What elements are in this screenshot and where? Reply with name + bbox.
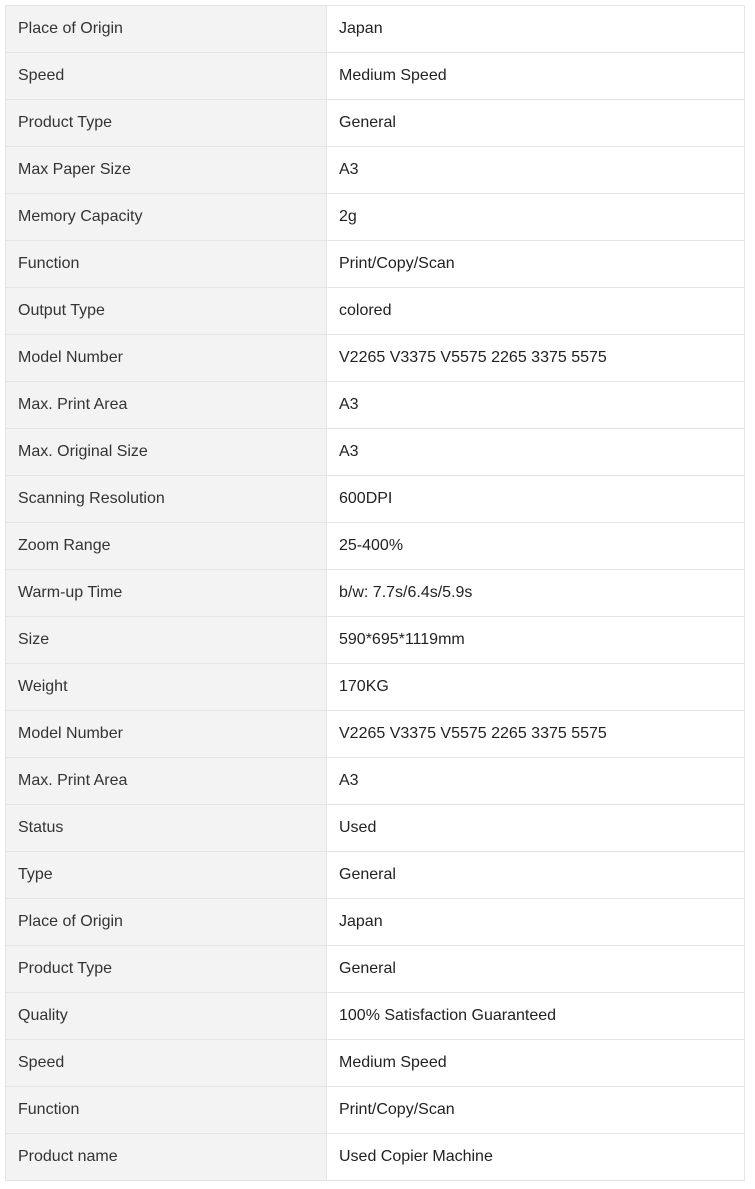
spec-value: b/w: 7.7s/6.4s/5.9s xyxy=(327,570,745,617)
spec-value: Used Copier Machine xyxy=(327,1134,745,1181)
spec-value: General xyxy=(327,946,745,993)
spec-label: Quality xyxy=(6,993,327,1040)
spec-value: 170KG xyxy=(327,664,745,711)
spec-label: Max. Print Area xyxy=(6,382,327,429)
table-row xyxy=(6,993,745,1040)
table-row xyxy=(6,1040,745,1087)
spec-value: General xyxy=(327,852,745,899)
spec-label: Max Paper Size xyxy=(6,147,327,194)
spec-label: Place of Origin xyxy=(6,899,327,946)
spec-label: Function xyxy=(6,241,327,288)
spec-value: Japan xyxy=(327,6,745,53)
spec-label: Type xyxy=(6,852,327,899)
spec-label: Zoom Range xyxy=(6,523,327,570)
table-row xyxy=(6,100,745,147)
table-row xyxy=(6,382,745,429)
spec-value: Medium Speed xyxy=(327,1040,745,1087)
spec-value: 25-400% xyxy=(327,523,745,570)
spec-label: Memory Capacity xyxy=(6,194,327,241)
spec-value: A3 xyxy=(327,382,745,429)
table-row xyxy=(6,523,745,570)
spec-label: Model Number xyxy=(6,335,327,382)
table-row xyxy=(6,53,745,100)
spec-label: Speed xyxy=(6,1040,327,1087)
spec-label: Scanning Resolution xyxy=(6,476,327,523)
spec-value: 100% Satisfaction Guaranteed xyxy=(327,993,745,1040)
table-row xyxy=(6,1134,745,1181)
table-row xyxy=(6,288,745,335)
spec-label: Output Type xyxy=(6,288,327,335)
spec-label: Weight xyxy=(6,664,327,711)
spec-table-body xyxy=(6,6,745,1181)
table-row xyxy=(6,617,745,664)
spec-value: Japan xyxy=(327,899,745,946)
spec-label: Size xyxy=(6,617,327,664)
spec-value: Medium Speed xyxy=(327,53,745,100)
table-row xyxy=(6,664,745,711)
spec-label: Product Type xyxy=(6,946,327,993)
spec-label: Max. Print Area xyxy=(6,758,327,805)
spec-label: Product Type xyxy=(6,100,327,147)
spec-value: A3 xyxy=(327,147,745,194)
spec-value: A3 xyxy=(327,758,745,805)
table-row xyxy=(6,570,745,617)
spec-label: Speed xyxy=(6,53,327,100)
spec-label: Max. Original Size xyxy=(6,429,327,476)
table-row xyxy=(6,335,745,382)
table-row xyxy=(6,758,745,805)
table-row xyxy=(6,476,745,523)
spec-label: Function xyxy=(6,1087,327,1134)
spec-value: V2265 V3375 V5575 2265 3375 5575 xyxy=(327,711,745,758)
table-row xyxy=(6,429,745,476)
spec-label: Model Number xyxy=(6,711,327,758)
table-row xyxy=(6,899,745,946)
spec-value: V2265 V3375 V5575 2265 3375 5575 xyxy=(327,335,745,382)
spec-value: Print/Copy/Scan xyxy=(327,1087,745,1134)
table-row xyxy=(6,1087,745,1134)
spec-value: Used xyxy=(327,805,745,852)
spec-value: General xyxy=(327,100,745,147)
spec-value: colored xyxy=(327,288,745,335)
spec-label: Warm-up Time xyxy=(6,570,327,617)
spec-value: A3 xyxy=(327,429,745,476)
spec-label: Status xyxy=(6,805,327,852)
table-row xyxy=(6,946,745,993)
table-row xyxy=(6,147,745,194)
spec-value: 590*695*1119mm xyxy=(327,617,745,664)
spec-table xyxy=(5,5,745,1181)
table-row xyxy=(6,194,745,241)
table-row xyxy=(6,6,745,53)
table-row xyxy=(6,852,745,899)
spec-label: Place of Origin xyxy=(6,6,327,53)
table-row xyxy=(6,805,745,852)
spec-label: Product name xyxy=(6,1134,327,1181)
table-row xyxy=(6,241,745,288)
spec-value: Print/Copy/Scan xyxy=(327,241,745,288)
spec-value: 2g xyxy=(327,194,745,241)
spec-value: 600DPI xyxy=(327,476,745,523)
table-row xyxy=(6,711,745,758)
